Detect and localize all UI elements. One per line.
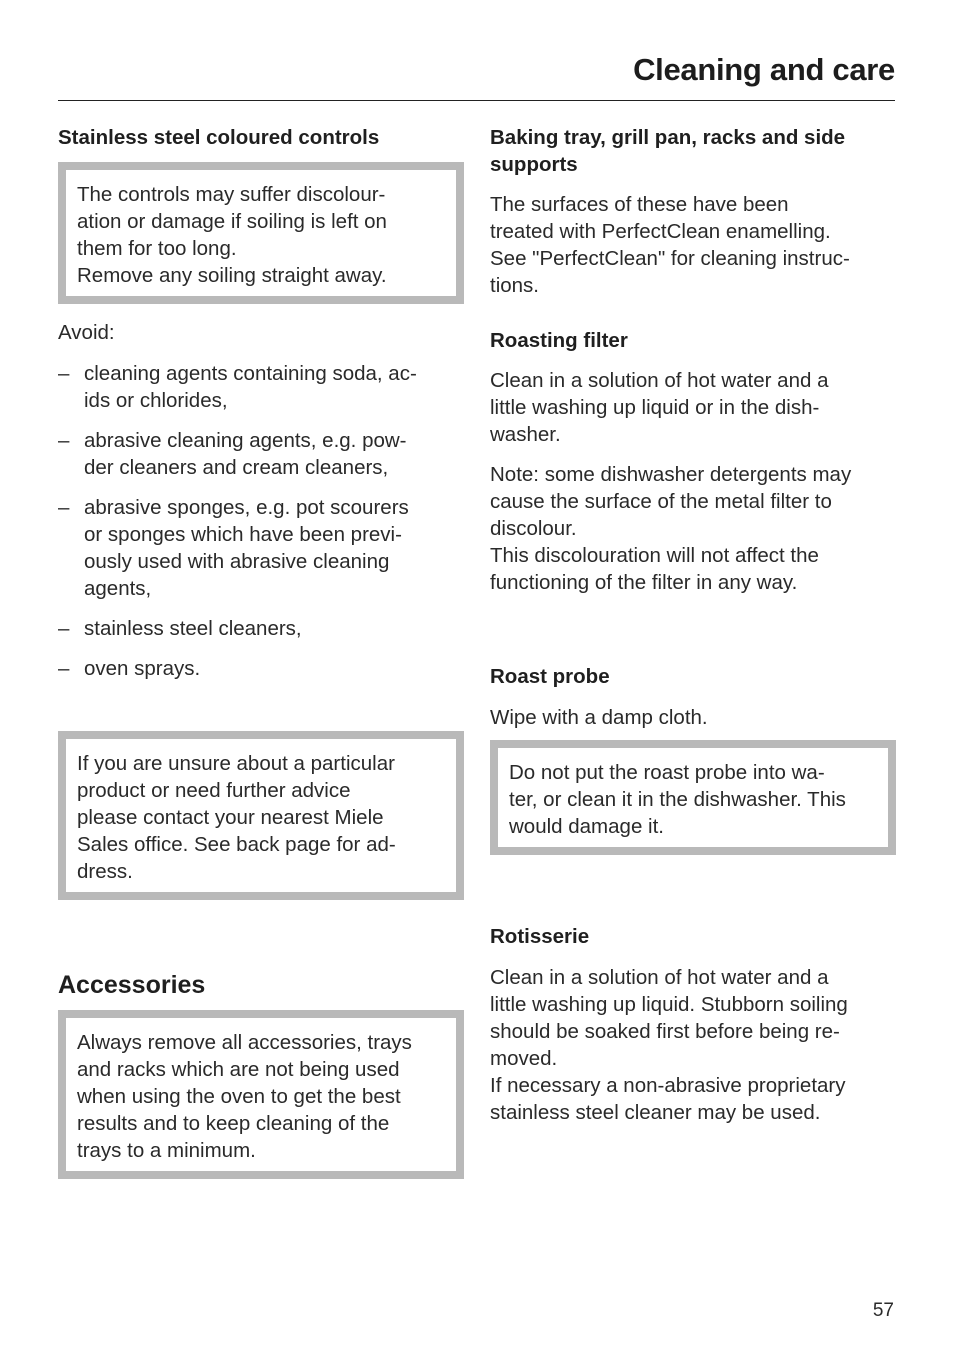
accessories-line: Always remove all accessories, trays bbox=[77, 1031, 412, 1054]
text-line: Note: some dishwasher detergents may bbox=[490, 463, 852, 486]
text-line: little washing up liquid. Stubborn soiling bbox=[490, 993, 848, 1016]
avoid-list bbox=[58, 360, 464, 682]
avoid-label: Avoid: bbox=[58, 321, 115, 344]
list-item-line: cleaning agents containing soda, ac- bbox=[84, 362, 417, 385]
list-item bbox=[58, 427, 464, 481]
roast-probe-text: Wipe with a damp cloth. bbox=[490, 706, 708, 729]
roast-probe-heading: Roast probe bbox=[490, 665, 610, 688]
heading-line: supports bbox=[490, 153, 578, 176]
text-line: This discolouration will not affect the bbox=[490, 544, 819, 567]
text-line: The surfaces of these have been bbox=[490, 193, 789, 216]
warning-line: Remove any soiling straight away. bbox=[77, 264, 387, 287]
accessories-line: and racks which are not being used bbox=[77, 1058, 400, 1081]
list-item-line: stainless steel cleaners, bbox=[84, 617, 302, 640]
page-title: Cleaning and care bbox=[633, 52, 895, 87]
text-line: discolour. bbox=[490, 517, 577, 540]
list-item-line: ids or chlorides, bbox=[84, 389, 228, 412]
dash-marker: – bbox=[58, 617, 70, 640]
roast-probe-warning-box bbox=[490, 740, 896, 855]
dash-marker: – bbox=[58, 362, 70, 385]
list-item-line: ously used with abrasive cleaning bbox=[84, 550, 390, 573]
right-column bbox=[490, 124, 896, 1126]
rotisserie-text bbox=[490, 964, 896, 1126]
roasting-filter-note bbox=[490, 461, 896, 596]
text-line: treated with PerfectClean enamelling. bbox=[490, 220, 831, 243]
dash-marker: – bbox=[58, 657, 70, 680]
list-item-line: oven sprays. bbox=[84, 657, 201, 680]
text-line: little washing up liquid or in the dish- bbox=[490, 396, 820, 419]
advice-line: Sales office. See back page for ad- bbox=[77, 833, 396, 856]
text-line: cause the surface of the metal filter to bbox=[490, 490, 832, 513]
warning-line: them for too long. bbox=[77, 237, 237, 260]
list-item bbox=[58, 360, 464, 414]
roasting-filter-text bbox=[490, 367, 896, 448]
warning-line: would damage it. bbox=[509, 815, 664, 838]
warning-line: ter, or clean it in the dishwasher. This bbox=[509, 788, 846, 811]
accessories-box bbox=[58, 1010, 464, 1179]
text-line: If necessary a non-abrasive proprietary bbox=[490, 1074, 846, 1097]
text-line: functioning of the filter in any way. bbox=[490, 571, 798, 594]
accessories-line: trays to a minimum. bbox=[77, 1139, 256, 1162]
list-item bbox=[58, 615, 464, 642]
list-item-line: der cleaners and cream cleaners, bbox=[84, 456, 389, 479]
text-line: Clean in a solution of hot water and a bbox=[490, 369, 829, 392]
text-line: stainless steel cleaner may be used. bbox=[490, 1101, 821, 1124]
text-line: See "PerfectClean" for cleaning instruc- bbox=[490, 247, 850, 270]
rotisserie-heading: Rotisserie bbox=[490, 925, 590, 948]
controls-warning-box bbox=[58, 162, 464, 304]
list-item bbox=[58, 494, 464, 602]
warning-line: Do not put the roast probe into wa- bbox=[509, 761, 825, 784]
accessories-line: results and to keep cleaning of the bbox=[77, 1112, 390, 1135]
dash-marker: – bbox=[58, 496, 70, 519]
warning-line: ation or damage if soiling is left on bbox=[77, 210, 387, 233]
baking-tray-heading bbox=[490, 124, 896, 178]
header-rule bbox=[58, 100, 895, 101]
text-line: tions. bbox=[490, 274, 539, 297]
list-item-line: or sponges which have been previ- bbox=[84, 523, 402, 546]
warning-line: The controls may suffer discolour- bbox=[77, 183, 386, 206]
advice-line: product or need further advice bbox=[77, 779, 351, 802]
advice-line: dress. bbox=[77, 860, 133, 883]
text-line: moved. bbox=[490, 1047, 558, 1070]
accessories-heading: Accessories bbox=[58, 971, 206, 999]
text-line: Clean in a solution of hot water and a bbox=[490, 966, 829, 989]
list-item-line: agents, bbox=[84, 577, 152, 600]
accessories-line: when using the oven to get the best bbox=[77, 1085, 401, 1108]
advice-box bbox=[58, 731, 464, 900]
list-item-line: abrasive sponges, e.g. pot scourers bbox=[84, 496, 409, 519]
page-number: 57 bbox=[872, 1300, 894, 1321]
heading-line: Baking tray, grill pan, racks and side bbox=[490, 126, 846, 149]
advice-line: please contact your nearest Miele bbox=[77, 806, 384, 829]
stainless-controls-heading: Stainless steel coloured controls bbox=[58, 126, 380, 149]
text-line: should be soaked first before being re- bbox=[490, 1020, 840, 1043]
list-item bbox=[58, 655, 464, 682]
baking-tray-text bbox=[490, 191, 896, 299]
left-column bbox=[58, 124, 464, 1179]
text-line: washer. bbox=[490, 423, 561, 446]
roasting-filter-heading: Roasting filter bbox=[490, 329, 628, 352]
advice-line: If you are unsure about a particular bbox=[77, 752, 395, 775]
list-item-line: abrasive cleaning agents, e.g. pow- bbox=[84, 429, 407, 452]
dash-marker: – bbox=[58, 429, 70, 452]
